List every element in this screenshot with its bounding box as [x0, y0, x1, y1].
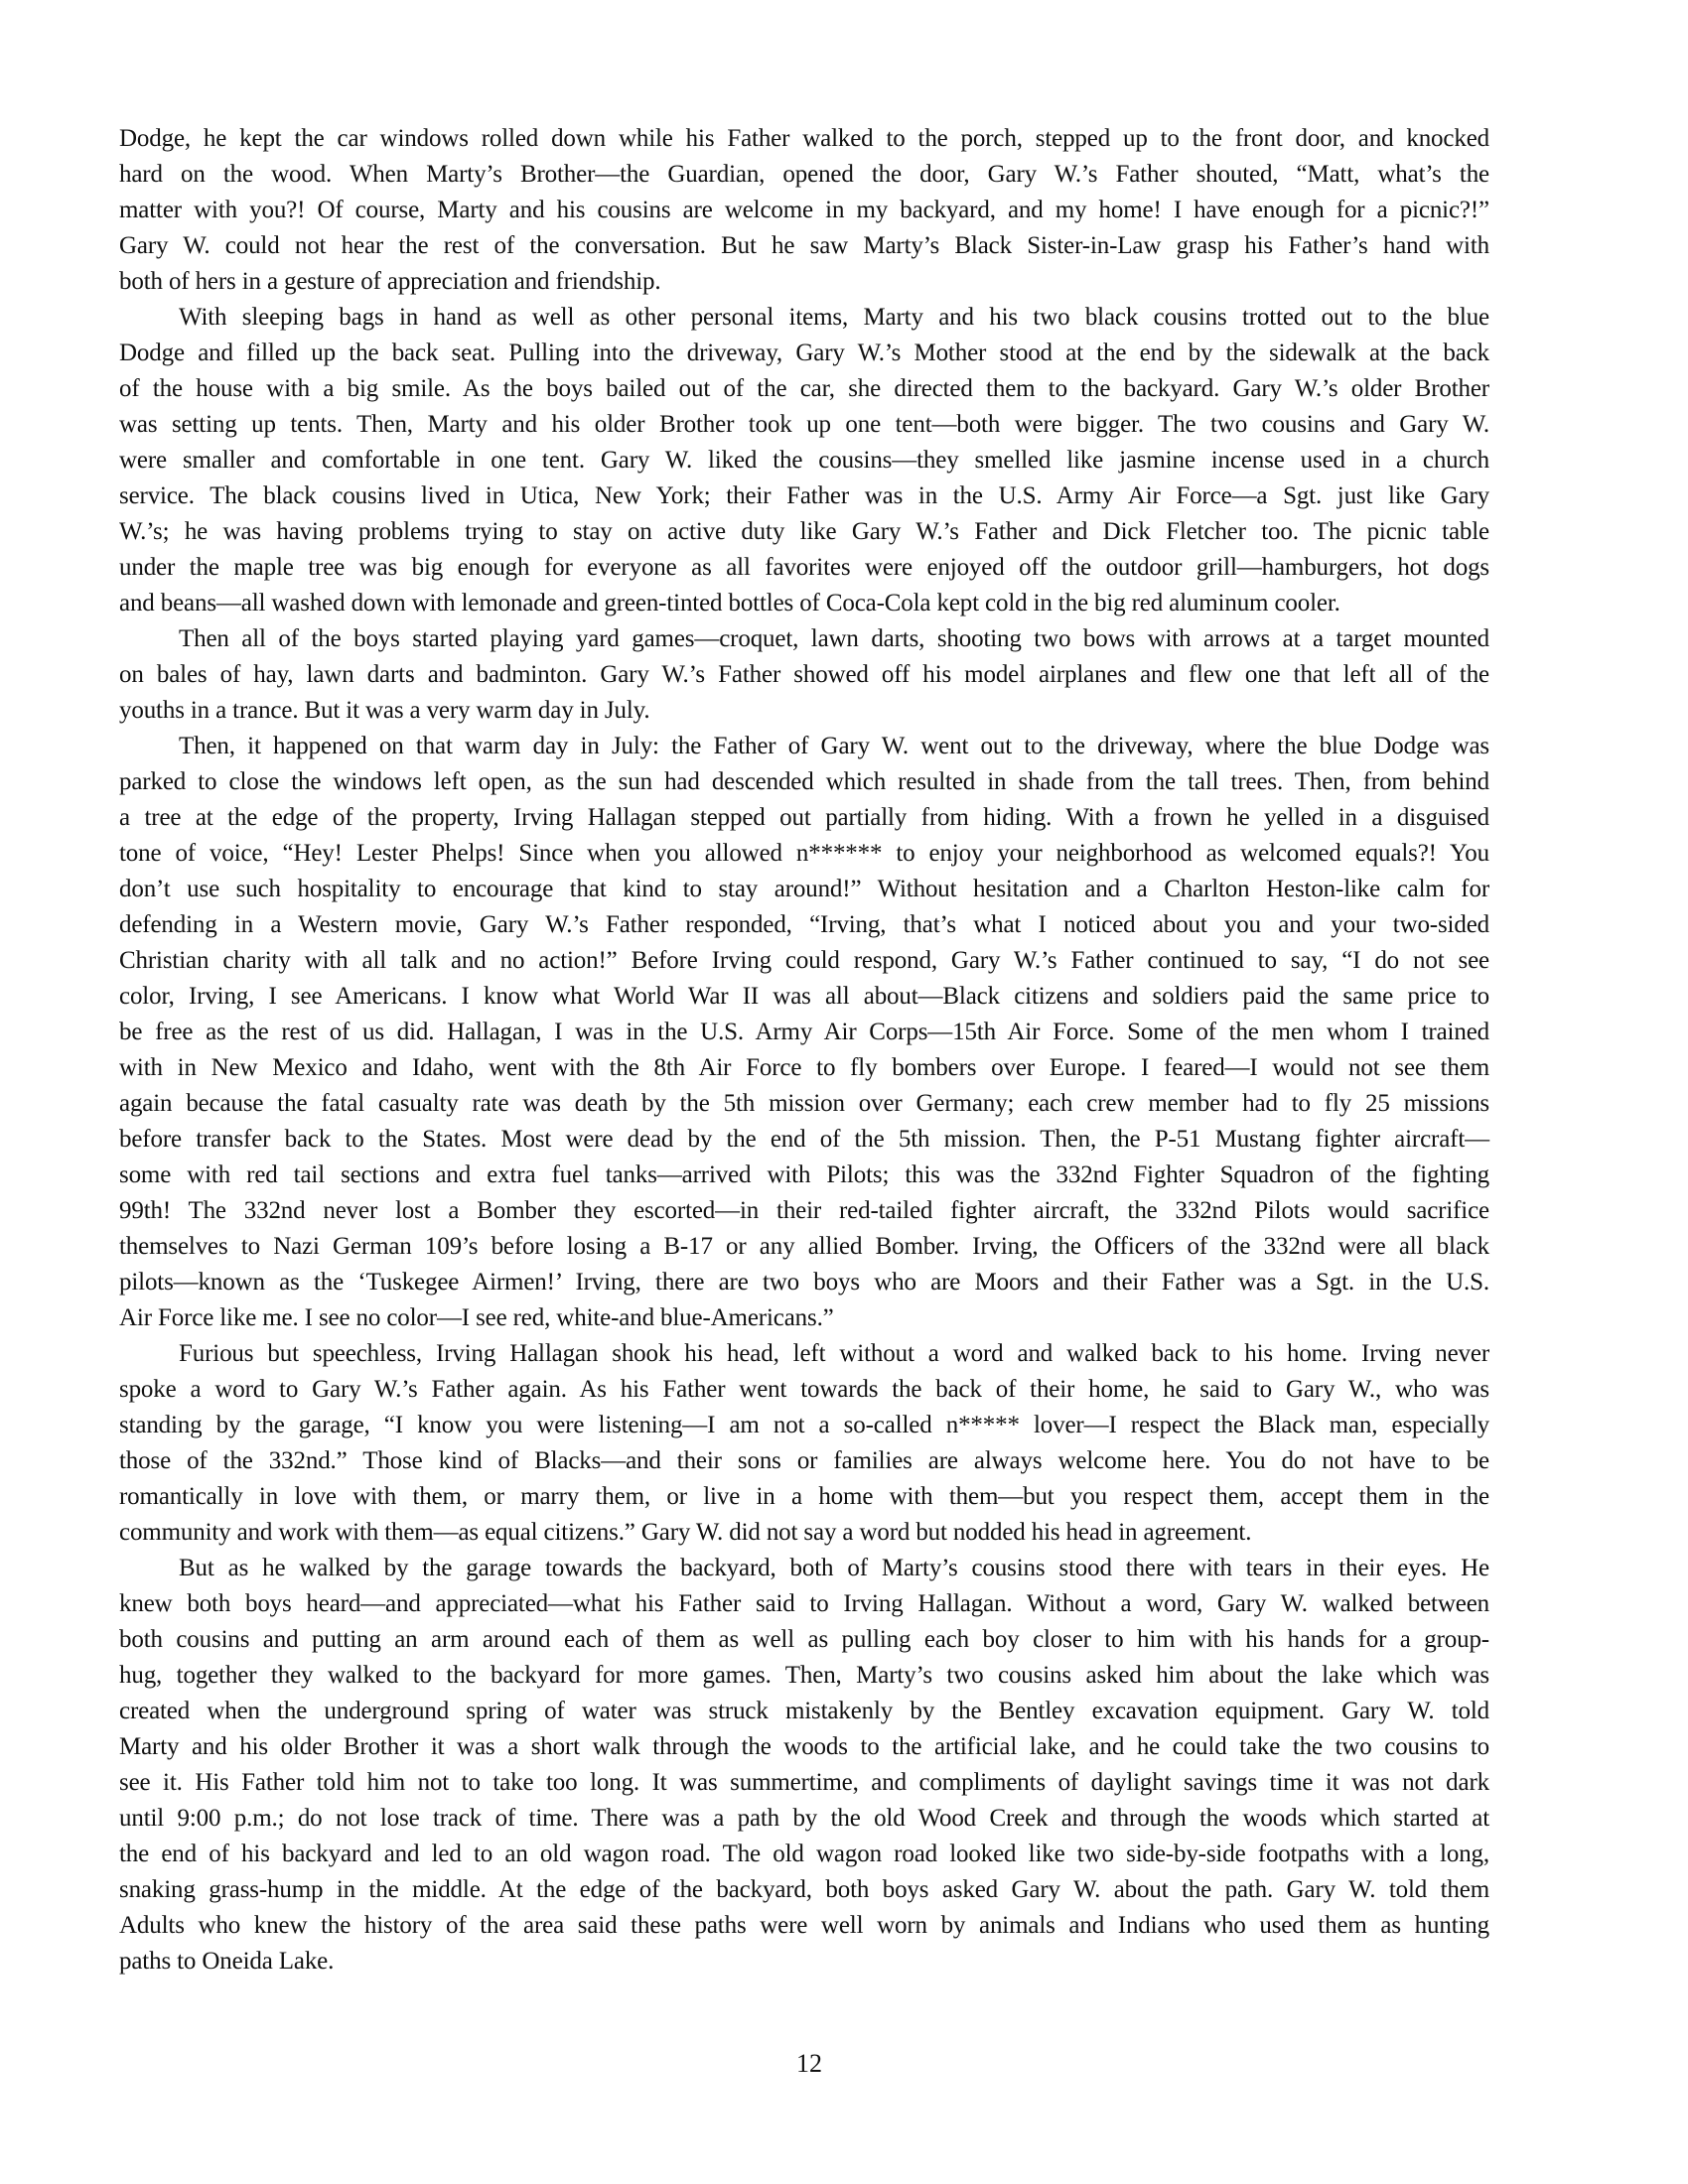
paragraph	[119, 300, 1489, 621]
text-line: romantically in love with them, or marry them, or live in a home with them—but you respect them, accept them in the	[119, 1483, 1489, 1510]
text-line: But as he walked by the garage towards the backyard, both of Marty’s cousins stood there with tears in their eyes. He	[179, 1555, 1489, 1581]
text-line: pilots—known as the ‘Tuskegee Airmen!’ Irving, there are two boys who are Moors and their Father was a Sgt. in the U.S.	[119, 1269, 1489, 1296]
text-line: with in New Mexico and Idaho, went with the 8th Air Force to fly bombers over Europe. I feared—I would not see them	[119, 1054, 1489, 1081]
text-line: color, Irving, I see Americans. I know what World War II was all about—Black citizens and soldiers paid the same price to	[119, 983, 1489, 1010]
text-line: and beans—all washed down with lemonade and green-tinted bottles of Coca-Cola kept cold in the big red aluminum cooler.	[119, 590, 1340, 616]
text-line: created when the underground spring of water was struck mistakenly by the Bentley excavation equipment. Gary W. told	[119, 1698, 1489, 1724]
text-line: again because the fatal casualty rate was death by the 5th mission over Germany; each crew member had to fly 25 missions	[119, 1090, 1489, 1117]
text-line: themselves to Nazi German 109’s before losing a B-17 or any allied Bomber. Irving, the Officers of the 332nd were all black	[119, 1233, 1489, 1260]
text-line: a tree at the edge of the property, Irving Hallagan stepped out partially from hiding. With a frown he yelled in a disguised	[119, 804, 1489, 831]
text-line: on bales of hay, lawn darts and badminton. Gary W.’s Father showed off his model airplanes and flew one that left all of the	[119, 661, 1489, 688]
text-line: parked to close the windows left open, as the sun had descended which resulted in shade from the tall trees. Then, from behind	[119, 768, 1489, 795]
text-line: the end of his backyard and led to an old wagon road. The old wagon road looked like two side-by-side footpaths with a long,	[119, 1841, 1489, 1867]
text-line: Dodge, he kept the car windows rolled down while his Father walked to the porch, stepped up to the front door, and knocked	[119, 125, 1489, 152]
text-line: both cousins and putting an arm around each of them as well as pulling each boy closer to him with his hands for a group-	[119, 1626, 1489, 1653]
text-line: before transfer back to the States. Most were dead by the end of the 5th mission. Then, the P-51 Mustang fighter aircraft—	[119, 1126, 1489, 1153]
text-line: standing by the garage, “I know you were listening—I am not a so-called n***** lover—I respect the Black man, especially	[119, 1412, 1489, 1438]
text-line: Adults who knew the history of the area said these paths were well worn by animals and Indians who used them as hunting	[119, 1912, 1489, 1939]
text-line: knew both boys heard—and appreciated—what his Father said to Irving Hallagan. Without a word, Gary W. walked between	[119, 1590, 1489, 1617]
text-line: tone of voice, “Hey! Lester Phelps! Since when you allowed n****** to enjoy your neighborhood as welcomed equals?! You	[119, 840, 1489, 867]
text-line: matter with you?! Of course, Marty and his cousins are welcome in my backyard, and my home! I have enough for a picnic?!”	[119, 197, 1489, 223]
text-line: snaking grass-hump in the middle. At the edge of the backyard, both boys asked Gary W. about the path. Gary W. told them	[119, 1876, 1489, 1903]
text-line: Christian charity with all talk and no action!” Before Irving could respond, Gary W.’s Father continued to say, “I do not see	[119, 947, 1489, 974]
paragraph	[119, 121, 1489, 300]
text-line: of the house with a big smile. As the boys bailed out of the car, she directed them to the backyard. Gary W.’s older Brother	[119, 375, 1489, 402]
text-line: Air Force like me. I see no color—I see red, white-and blue-Americans.”	[119, 1304, 834, 1331]
text-line: under the maple tree was big enough for everyone as all favorites were enjoyed off the outdoor grill—hamburgers, hot dogs	[119, 554, 1489, 581]
text-line: 99th! The 332nd never lost a Bomber they escorted—in their red-tailed fighter aircraft, the 332nd Pilots would sacrifice	[119, 1197, 1489, 1224]
text-line: Then all of the boys started playing yard games—croquet, lawn darts, shooting two bows with arrows at a target mounted	[179, 625, 1489, 652]
text-line: Gary W. could not hear the rest of the conversation. But he saw Marty’s Black Sister-in-Law grasp his Father’s hand with	[119, 232, 1489, 259]
text-line: Furious but speechless, Irving Hallagan shook his head, left without a word and walked back to his home. Irving never	[179, 1340, 1489, 1367]
text-line: defending in a Western movie, Gary W.’s Father responded, “Irving, that’s what I noticed about you and your two-sided	[119, 911, 1489, 938]
text-line: With sleeping bags in hand as well as other personal items, Marty and his two black cousins trotted out to the blue	[179, 304, 1489, 331]
paragraph	[119, 621, 1489, 729]
text-line: Dodge and filled up the back seat. Pulling into the driveway, Gary W.’s Mother stood at the end by the sidewalk at the back	[119, 340, 1489, 366]
text-line: see it. His Father told him not to take too long. It was summertime, and compliments of daylight savings time it was not dark	[119, 1769, 1489, 1796]
text-line: paths to Oneida Lake.	[119, 1948, 335, 1975]
text-line: hug, together they walked to the backyard for more games. Then, Marty’s two cousins asked him about the lake which was	[119, 1662, 1489, 1689]
text-line: W.’s; he was having problems trying to stay on active duty like Gary W.’s Father and Dick Fletcher too. The picnic table	[119, 518, 1489, 545]
text-line: Marty and his older Brother it was a short walk through the woods to the artificial lake, and he could take the two cousins to	[119, 1733, 1489, 1760]
text-line: were smaller and comfortable in one tent. Gary W. liked the cousins—they smelled like jasmine incense used in a church	[119, 447, 1489, 474]
paragraph	[119, 729, 1489, 1336]
text-line: hard on the wood. When Marty’s Brother—the Guardian, opened the door, Gary W.’s Father shouted, “Matt, what’s the	[119, 161, 1489, 188]
text-line: spoke a word to Gary W.’s Father again. As his Father went towards the back of their home, he said to Gary W., who was	[119, 1376, 1489, 1403]
text-line: was setting up tents. Then, Marty and his older Brother took up one tent—both were bigger. The two cousins and Gary W.	[119, 411, 1489, 438]
text-line: be free as the rest of us did. Hallagan, I was in the U.S. Army Air Corps—15th Air Force. Some of the men whom I trained	[119, 1019, 1489, 1045]
text-line: youths in a trance. But it was a very warm day in July.	[119, 697, 650, 724]
paragraph	[119, 1551, 1489, 1979]
body-text	[119, 121, 1489, 1979]
page-number: 12	[796, 2049, 822, 2078]
text-line: community and work with them—as equal citizens.” Gary W. did not say a word but nodded his head in agreement.	[119, 1519, 1252, 1546]
text-line: service. The black cousins lived in Utica, New York; their Father was in the U.S. Army Air Force—a Sgt. just like Gary	[119, 482, 1489, 509]
text-line: both of hers in a gesture of appreciation and friendship.	[119, 268, 661, 295]
text-line: some with red tail sections and extra fuel tanks—arrived with Pilots; this was the 332nd Fighter Squadron of the fighting	[119, 1161, 1489, 1188]
text-line: those of the 332nd.” Those kind of Blacks—and their sons or families are always welcome here. You do not have to be	[119, 1447, 1489, 1474]
text-line: don’t use such hospitality to encourage that kind to stay around!” Without hesitation and a Charlton Heston-like calm for	[119, 876, 1489, 902]
paragraph	[119, 1336, 1489, 1551]
text-line: Then, it happened on that warm day in July: the Father of Gary W. went out to the driveway, where the blue Dodge was	[179, 733, 1489, 759]
text-line: until 9:00 p.m.; do not lose track of time. There was a path by the old Wood Creek and through the woods which started at	[119, 1805, 1489, 1832]
